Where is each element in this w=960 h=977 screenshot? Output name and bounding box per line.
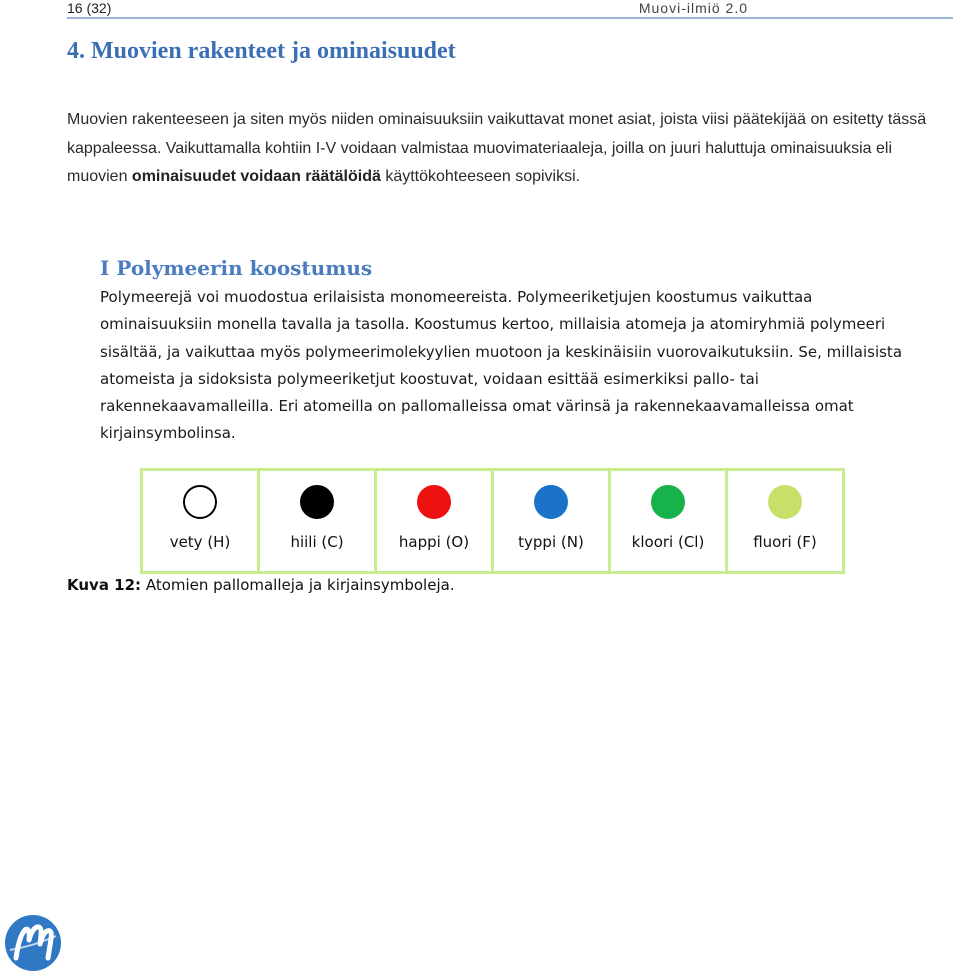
- chapter-title: 4. Muovien rakenteet ja ominaisuudet: [67, 38, 456, 64]
- atom-ball-icon: [651, 485, 685, 519]
- atom-ball-icon: [534, 485, 568, 519]
- atom-cell: [376, 470, 493, 573]
- atom-ball-icon: [300, 485, 334, 519]
- muovi-m-logo-icon: [4, 914, 62, 972]
- atom-label: happi (O): [398, 533, 470, 551]
- atom-label: fluori (F): [753, 533, 817, 551]
- header-divider: [67, 17, 953, 19]
- caption-label: Kuva 12:: [67, 576, 142, 594]
- section-title: I Polymeerin koostumus: [100, 256, 373, 280]
- intro-paragraph: [67, 106, 947, 192]
- atom-cell: [610, 470, 727, 573]
- atom-row: [142, 470, 844, 573]
- atom-label: kloori (Cl): [631, 533, 705, 551]
- atom-ball-icon: [768, 485, 802, 519]
- caption-text: Atomien pallomalleja ja kirjainsymboleja.: [141, 576, 455, 594]
- atom-cell: [142, 470, 259, 573]
- atom-model-table: [140, 468, 845, 574]
- document-title: Muovi-ilmiö 2.0: [638, 0, 748, 16]
- page-number: 16 (32): [67, 0, 112, 16]
- intro-text-part1: Muovien rakenteeseen ja siten myös niiden ominaisuuksiin vaikuttavat monet asiat, joista viisi päätekijää on esitetty tässä kappaleessa. Vaikuttamalla kohtiin I-V voidaan valmistaa muovimateriaaleja, joilla on juuri haluttuja ominaisuuksia eli muovien: [67, 111, 927, 185]
- atom-ball-icon: [183, 485, 217, 519]
- figure-caption: [67, 576, 455, 594]
- atom-label: vety (H): [169, 533, 231, 551]
- atom-label: typpi (N): [518, 533, 584, 551]
- intro-text-part2: käyttökohteeseen sopiviksi.: [380, 168, 581, 185]
- atom-ball-icon: [417, 485, 451, 519]
- atom-cell: [259, 470, 376, 573]
- page-header: [67, 0, 953, 20]
- section-body: Polymeerejä voi muodostua erilaisista monomeereista. Polymeeriketjujen koostumus vaikuttaa ominaisuuksiin monella tavalla ja tasolla. Koostumus kertoo, millaisia atomeja ja atomiryhmiä polymeeri sisältää, ja vaikuttaa myös polymeerimolekyylien muotoon ja keskinäisiin vuorovaikutuksiin. Se, millaisista atomeista ja sidoksista polymeeriketjut koostuvat, voidaan esittää esimerkiksi pallo- tai rakennekaavamalleilla. Eri atomeilla on pallomalleissa omat värinsä ja rakennekaavamalleissa omat kirjainsymbolinsa.: [100, 288, 903, 443]
- intro-emphasis: ominaisuudet voidaan räätälöidä: [131, 168, 381, 185]
- atom-cell: [493, 470, 610, 573]
- atom-label: hiili (C): [290, 533, 344, 551]
- atom-cell: [727, 470, 844, 573]
